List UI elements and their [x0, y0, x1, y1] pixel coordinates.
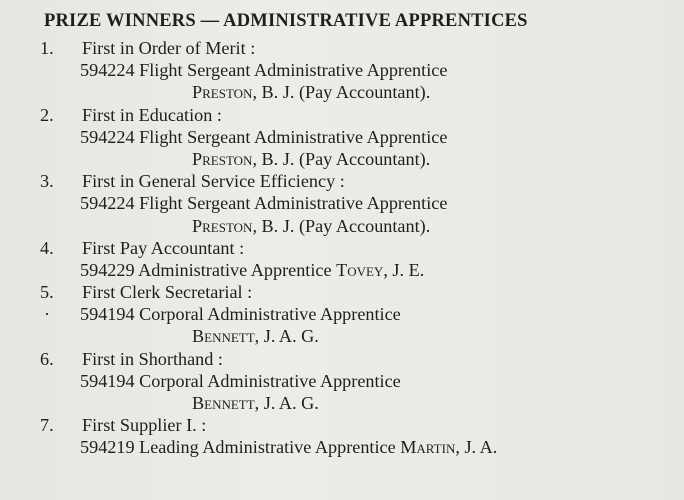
item-heading: First in Order of Merit :	[82, 38, 256, 58]
item-number: 5.	[40, 282, 54, 303]
item-detail-with-name	[80, 259, 424, 281]
page-title: PRIZE WINNERS — ADMINISTRATIVE APPRENTICES	[44, 11, 528, 31]
item-number: 1.	[40, 38, 54, 58]
item-number: 2.	[40, 104, 54, 125]
item-number: 3.	[40, 171, 54, 192]
item-heading: First Clerk Secretarial :	[82, 282, 253, 303]
item-number: 4.	[40, 237, 54, 258]
prize-list	[0, 37, 684, 459]
list-item-detail-line	[0, 436, 684, 458]
winner-surname: Tovey	[336, 259, 384, 280]
list-item-detail-line	[0, 59, 684, 81]
winner-initials: , J. A.	[455, 437, 498, 458]
winner-surname: Preston	[192, 215, 253, 236]
winner-name	[192, 81, 430, 103]
list-item-heading-line	[0, 348, 684, 370]
winner-surname: Preston	[192, 148, 253, 169]
item-detail-with-name	[80, 436, 497, 458]
item-detail: 594194 Corporal Administrative Apprentice	[80, 370, 401, 391]
list-item-heading-line	[0, 414, 684, 436]
winner-initials: , B. J. (Pay Accountant).	[252, 215, 431, 236]
winner-surname: Bennett	[192, 393, 255, 413]
item-heading: First in Shorthand :	[82, 348, 223, 369]
item-detail: 594224 Flight Sergeant Administrative Apprentice	[80, 60, 448, 81]
list-item-detail-line	[0, 126, 684, 148]
winner-name	[192, 148, 430, 170]
list-item-name-line	[0, 148, 684, 170]
winner-initials: , J. E.	[383, 259, 425, 280]
list-item-name-line	[0, 81, 684, 103]
winner-name	[192, 215, 430, 237]
item-number: 6.	[40, 348, 54, 369]
list-item-name-line	[0, 215, 684, 237]
item-number: 7.	[40, 415, 54, 436]
winner-initials: , B. J. (Pay Accountant).	[252, 148, 431, 169]
list-item-detail-line	[0, 192, 684, 214]
winner-initials: , B. J. (Pay Accountant).	[252, 82, 431, 103]
list-item-heading-line	[0, 170, 684, 192]
list-item-detail-line	[0, 259, 684, 281]
list-item-name-line	[0, 392, 684, 414]
list-item-heading-line	[0, 237, 684, 259]
item-detail: 594224 Flight Sergeant Administrative Apprentice	[80, 193, 448, 214]
winner-surname: Martin	[400, 437, 456, 458]
item-detail: 594229 Administrative Apprentice	[80, 259, 332, 280]
list-item-heading-line	[0, 37, 684, 59]
item-detail: 594224 Flight Sergeant Administrative Apprentice	[80, 126, 448, 147]
winner-initials: , J. A. G.	[254, 393, 319, 413]
winner-name	[192, 392, 319, 414]
winner-surname: Bennett	[192, 326, 255, 347]
item-detail: 594219 Leading Administrative Apprentice	[80, 437, 396, 458]
item-heading: First in Education :	[82, 104, 222, 125]
list-item-detail-line	[0, 303, 684, 325]
item-heading: First Supplier I. :	[82, 415, 207, 436]
list-item-detail-line	[0, 370, 684, 392]
item-heading: First in General Service Efficiency :	[82, 171, 345, 192]
stray-mark: ·	[44, 304, 51, 325]
item-heading: First Pay Accountant :	[82, 237, 245, 258]
item-detail: 594194 Corporal Administrative Apprentice	[80, 304, 401, 325]
winner-surname: Preston	[192, 82, 253, 103]
winner-initials: , J. A. G.	[254, 326, 319, 347]
list-item-heading-line	[0, 281, 684, 303]
list-item-heading-line	[0, 104, 684, 126]
winner-name	[192, 325, 319, 347]
list-item-name-line	[0, 325, 684, 347]
